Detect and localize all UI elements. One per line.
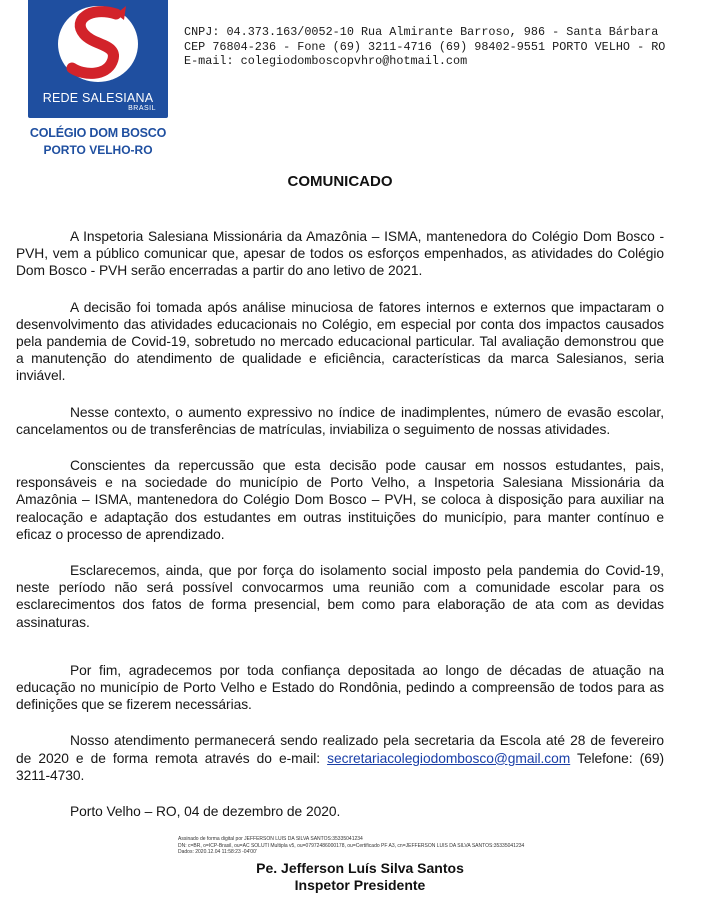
digital-signature-stamp <box>178 836 558 856</box>
paragraph-5: Esclarecemos, ainda, que por força do isolamento social imposto pela pandemia do Covid-19, neste período não será possível convocarmos uma reunião com a comunidade escolar para os esclarecimentos dos fatos de forma presencial, bem como para elaboração de ata com as devidas assinaturas. <box>16 563 664 630</box>
signer-name: Pe. Jefferson Luís Silva Santos <box>256 860 464 876</box>
document-title: COMUNICADO <box>287 173 393 190</box>
paragraph-7 <box>16 732 664 784</box>
letterhead-cnpj-address: CNPJ: 04.373.163/0052-10 Rua Almirante Barroso, 986 - Santa Bárbara <box>184 25 659 39</box>
logo-brasil: BRASIL <box>128 105 156 112</box>
digital-signature-line-2: DN: c=BR, o=ICP-Brasil, ou=AC SOLUTI Multipla v5, ou=07972486000178, ou=Certificado PF A3, cn=JEFFERSON LUIS DA SILVA SANTOS:35335041234 <box>178 842 525 849</box>
date-line: Porto Velho – RO, 04 de dezembro de 2020. <box>70 804 341 820</box>
digital-signature-line-1: Assinado de forma digital por JEFFERSON LUIS DA SILVA SANTOS:35335041234 <box>178 836 363 842</box>
paragraph-4: Conscientes da repercussão que esta decisão pode causar em nossos estudantes, pais, responsáveis e na sociedade do município de Porto Velho, a Inspetoria Salesiana Missionária da Amazônia – ISMA, mantenedora do Colégio Dom Bosco – PVH, se coloca à disposição para auxiliar na realocação e adaptação dos estudantes em outras instituições do município, para manter contínuo e eficaz o processo de aprendizado. <box>16 458 664 542</box>
letterhead-email: E-mail: colegiodomboscopvhro@hotmail.com <box>184 54 468 68</box>
digital-signature-line-3: Dados: 2020.12.04 11:58:23 -04'00' <box>178 849 257 856</box>
letterhead-cep-phone: CEP 76804-236 - Fone (69) 3211-4716 (69) 98402-9551 PORTO VELHO - RO <box>184 39 666 54</box>
paragraph-7-phone: Telefone: (69) 3211-4730. <box>16 750 664 783</box>
paragraph-7-text: Nosso atendimento permanecerá sendo realizado pela secretaria da Escola até 28 de fevereiro de 2020 e de forma remota através do e-mail: <box>16 733 664 766</box>
paragraph-6: Por fim, agradecemos por toda confiança depositada ao longo de décadas de atuação na educação no município de Porto Velho e Estado do Rondônia, pedindo a compreensão de todos para as definições que se fizerem necessárias. <box>16 662 664 713</box>
salesian-emblem-icon <box>50 0 146 86</box>
logo-rede-salesiana: REDE SALESIANA <box>42 91 154 105</box>
paragraph-3: Nesse contexto, o aumento expressivo no índice de inadimplentes, número de evasão escolar, cancelamentos ou de transferências de matrículas, inviabiliza o seguimento de nossas atividades. <box>16 404 664 437</box>
logo-school-name: COLÉGIO DOM BOSCO <box>29 126 167 140</box>
logo-box <box>28 0 168 118</box>
signer-role: Inspetor Presidente <box>294 877 426 893</box>
paragraph-2: A decisão foi tomada após análise minuciosa de fatores internos e externos que impactaram o desenvolvimento das atividades educacionais no Colégio, em especial por conta dos impactos causados pela pandemia de Covid-19, sobretudo no mercado educacional particular. Tal avaliação demonstrou que a manutenção do atendimento de qualidade e eficiência, características da marca Salesianos, seria inviável. <box>16 299 664 384</box>
logo-city: PORTO VELHO-RO <box>43 143 153 157</box>
document-body <box>16 228 664 820</box>
paragraph-1: A Inspetoria Salesiana Missionária da Amazônia – ISMA, mantenedora do Colégio Dom Bosco - PVH, vem a público comunicar que, apesar de todos os esforços empenhados, as atividades do Colégio Dom Bosco - PVH serão encerradas a partir do ano letivo de 2021. <box>16 229 664 279</box>
school-logo <box>28 0 168 162</box>
letterhead-contact <box>184 25 704 69</box>
email-link[interactable]: secretariacolegiodombosco@gmail.com <box>327 750 571 766</box>
